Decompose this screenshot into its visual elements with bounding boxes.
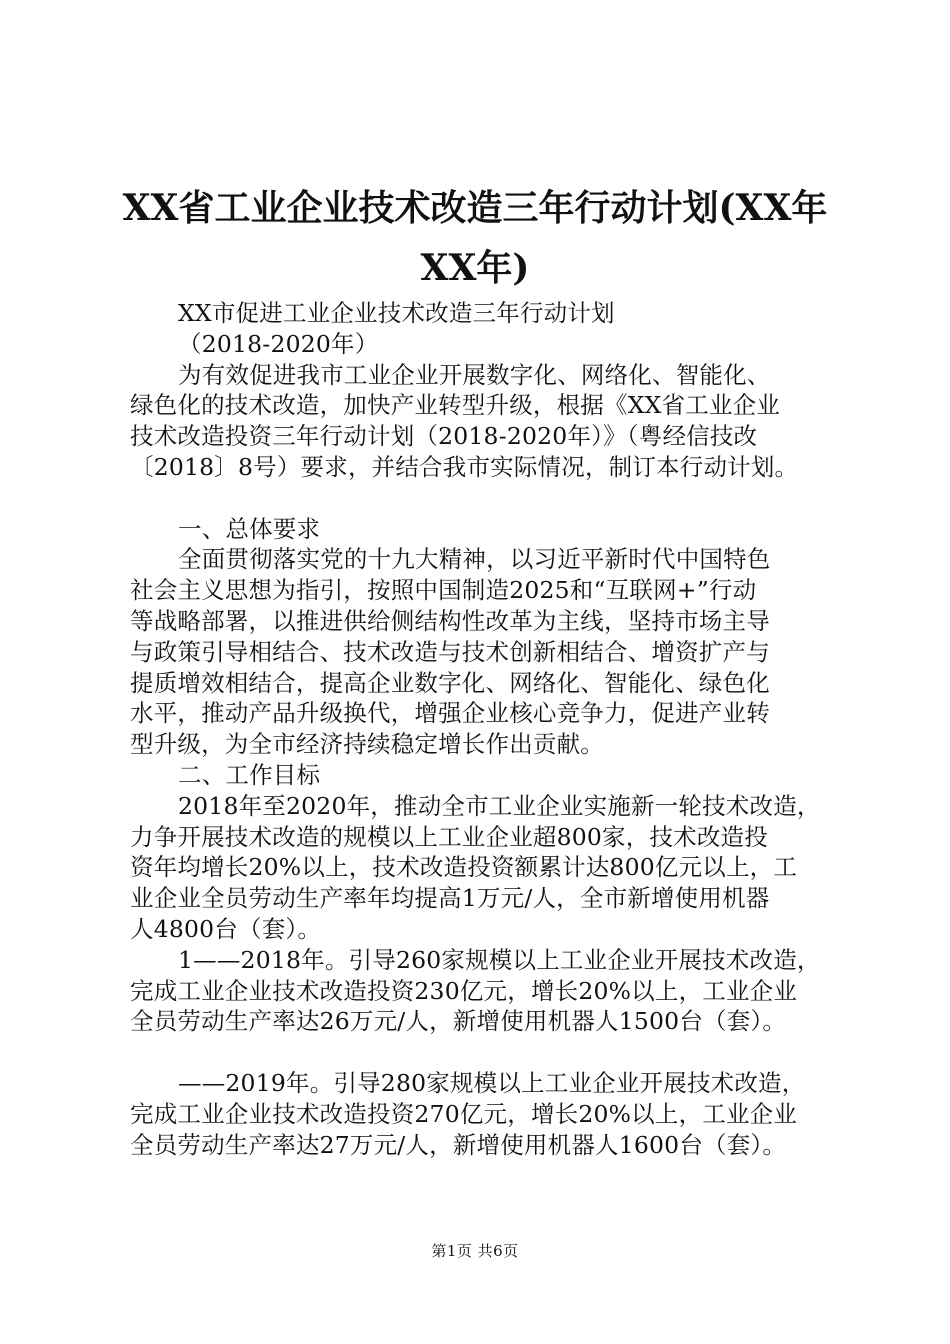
paragraph-line: ——2019年。引导280家规模以上工业企业开展技术改造， bbox=[178, 1068, 806, 1097]
document-body bbox=[130, 298, 835, 1160]
paragraph-line: 人4800台（套）。 bbox=[130, 914, 322, 943]
paragraph-line: 社会主义思想为指引，按照中国制造2025和“互联网+”行动 bbox=[130, 576, 757, 605]
paragraph-gap bbox=[130, 1037, 835, 1068]
paragraph-line: 业企业全员劳动生产率年均提高1万元/人，全市新增使用机器 bbox=[130, 884, 770, 913]
paragraph-gap bbox=[130, 483, 835, 514]
paragraph-line: 资年均增长20%以上，技术改造投资额累计达800亿元以上，工 bbox=[130, 853, 798, 882]
subtitle-years: （2018-2020年） bbox=[178, 329, 379, 358]
paragraph-line: 绿色化的技术改造，加快产业转型升级，根据《XX省工业企业 bbox=[130, 391, 781, 420]
paragraph-line: 全员劳动生产率达26万元/人，新增使用机器人1500台（套）。 bbox=[130, 1007, 787, 1036]
section-heading: 一、总体要求 bbox=[178, 514, 321, 543]
paragraph-line: 提质增效相结合，提高企业数字化、网络化、智能化、绿色化 bbox=[130, 668, 770, 697]
paragraph-line: 2018年至2020年，推动全市工业企业实施新一轮技术改造， bbox=[178, 791, 821, 820]
paragraph-line: 〔2018〕8号）要求，并结合我市实际情况，制订本行动计划。 bbox=[130, 452, 799, 481]
document-title: XX省工业企业技术改造三年行动计划(XX年XX年) bbox=[122, 187, 828, 289]
paragraph-line: 型升级，为全市经济持续稳定增长作出贡献。 bbox=[130, 730, 604, 759]
subtitle-line: XX市促进工业企业技术改造三年行动计划 bbox=[178, 299, 615, 327]
paragraph-line: 等战略部署，以推进供给侧结构性改革为主线，坚持市场主导 bbox=[130, 606, 770, 635]
paragraph-line: 力争开展技术改造的规模以上工业企业超800家，技术改造投 bbox=[130, 822, 768, 851]
paragraph-line: 1——2018年。引导260家规模以上工业企业开展技术改造， bbox=[178, 945, 821, 974]
paragraph-line: 全员劳动生产率达27万元/人，新增使用机器人1600台（套）。 bbox=[130, 1130, 787, 1159]
paragraph-line: 完成工业企业技术改造投资230亿元，增长20%以上，工业企业 bbox=[130, 976, 798, 1005]
section-heading: 二、工作目标 bbox=[178, 760, 321, 789]
paragraph-line: 全面贯彻落实党的十九大精神，以习近平新时代中国特色 bbox=[178, 545, 771, 574]
paragraph-line: 为有效促进我市工业企业开展数字化、网络化、智能化、 bbox=[178, 360, 771, 389]
paragraph-line: 与政策引导相结合、技术改造与技术创新相结合、增资扩产与 bbox=[130, 637, 770, 666]
page-footer: 第1页 共6页 bbox=[431, 1242, 519, 1260]
paragraph-line: 技术改造投资三年行动计划（2018-2020年）》（粤经信技改 bbox=[130, 422, 758, 451]
paragraph-line: 完成工业企业技术改造投资270亿元，增长20%以上，工业企业 bbox=[130, 1099, 798, 1128]
paragraph-line: 水平，推动产品升级换代，增强企业核心竞争力，促进产业转 bbox=[130, 699, 770, 728]
